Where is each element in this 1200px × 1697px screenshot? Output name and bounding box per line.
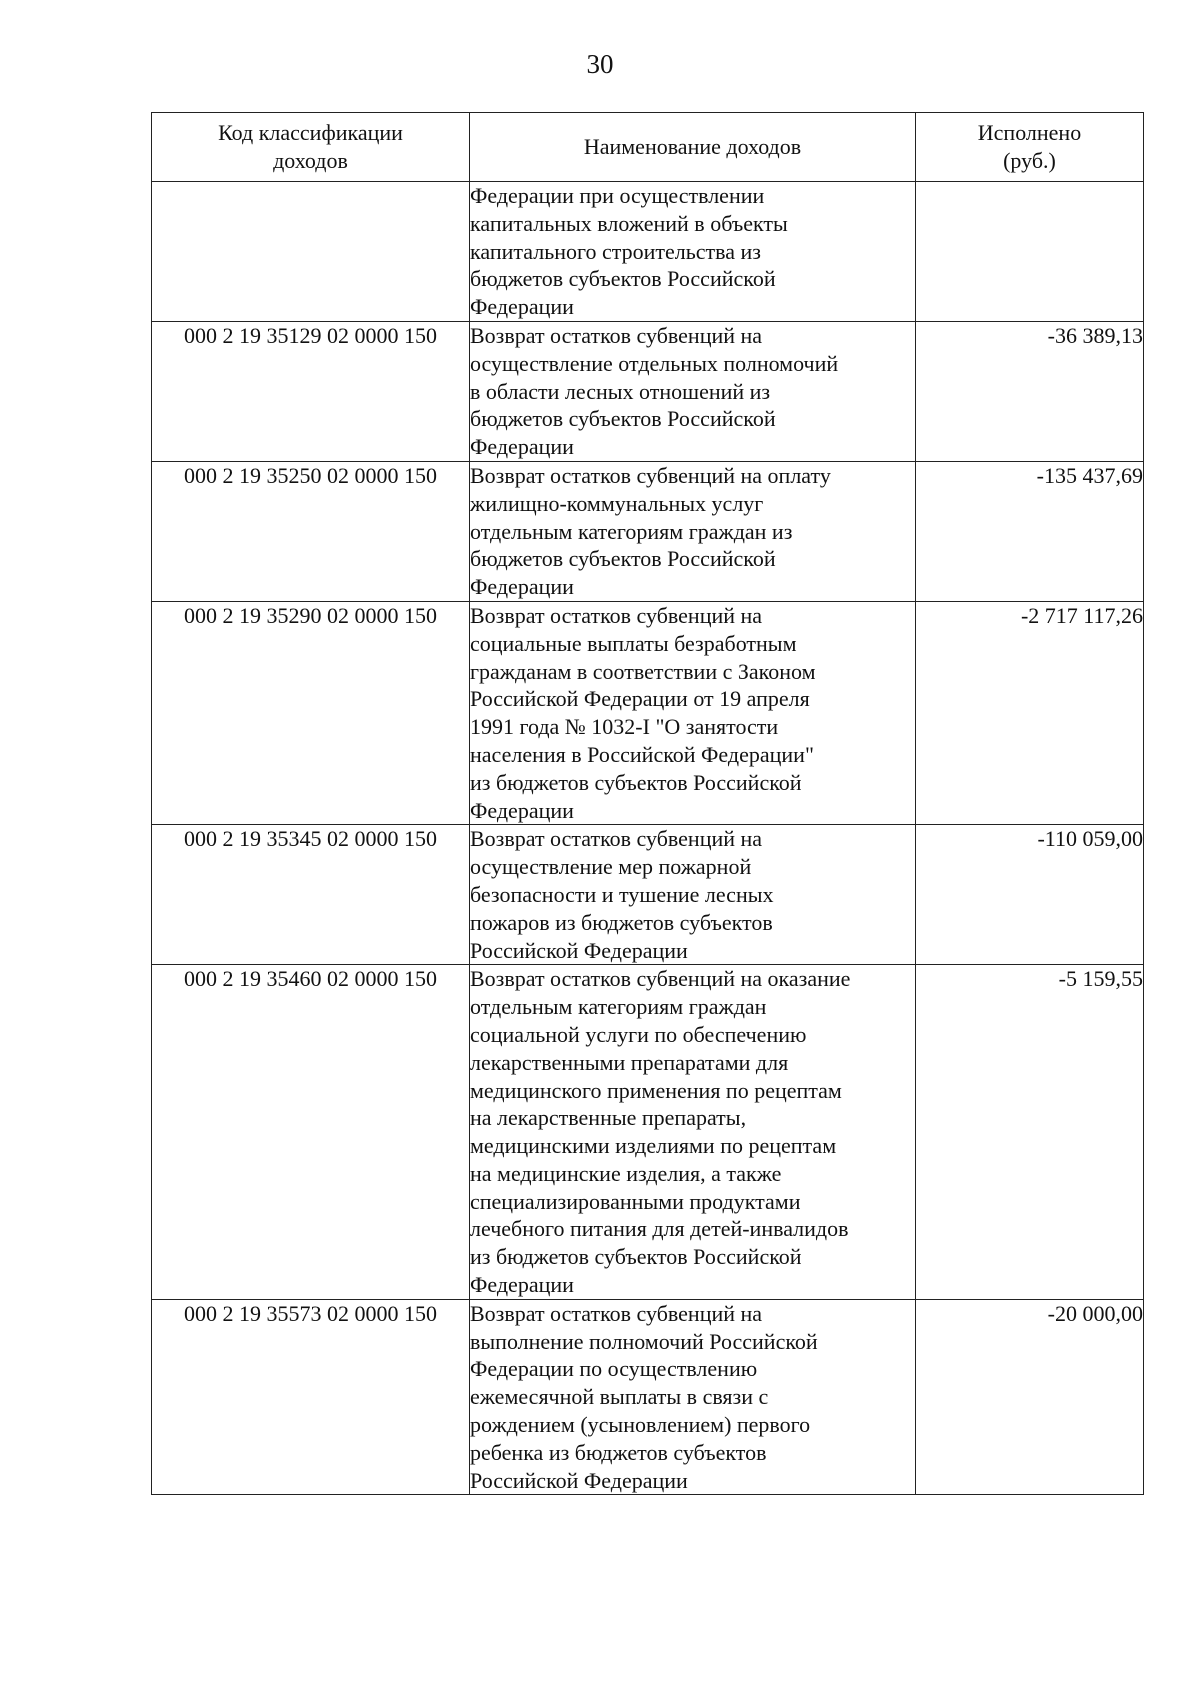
header-amount: Исполнено (руб.): [916, 113, 1144, 182]
table-header-row: [152, 113, 1144, 182]
income-name-line: выполнение полномочий Российской: [470, 1328, 818, 1354]
income-name-line: ежемесячной выплаты в связи с: [470, 1384, 769, 1410]
table-row: [152, 182, 1144, 322]
income-name-line: жилищно-коммунальных услуг: [470, 490, 764, 516]
cell-executed-amount: -20 000,00: [916, 1299, 1144, 1495]
cell-income-code: 000 2 19 35129 02 0000 150: [152, 321, 470, 461]
income-name-line: бюджетов субъектов Российской: [470, 406, 776, 432]
table-row: [152, 1299, 1144, 1495]
income-name-line: лечебного питания для детей-инвалидов: [470, 1216, 849, 1242]
income-name-line: Российской Федерации от 19 апреля: [470, 686, 810, 712]
income-name-line: медицинского применения по рецептам: [470, 1077, 842, 1103]
income-name-line: ребенка из бюджетов субъектов: [470, 1439, 767, 1465]
income-name-line: бюджетов субъектов Российской: [470, 546, 776, 572]
income-name-line: из бюджетов субъектов Российской: [470, 769, 802, 795]
income-name-line: пожаров из бюджетов субъектов: [470, 909, 773, 935]
header-code: Код классификации доходов: [152, 113, 470, 182]
table-row: [152, 965, 1144, 1300]
cell-income-name: [470, 825, 916, 965]
cell-executed-amount: -110 059,00: [916, 825, 1144, 965]
income-name-line: специализированными продуктами: [470, 1188, 801, 1214]
cell-income-name: [470, 321, 916, 461]
cell-income-code: 000 2 19 35290 02 0000 150: [152, 601, 470, 824]
income-name-line: 1991 года № 1032-I "О занятости: [470, 714, 779, 740]
cell-income-code: 000 2 19 35460 02 0000 150: [152, 965, 470, 1300]
cell-income-code: 000 2 19 35345 02 0000 150: [152, 825, 470, 965]
income-name-line: Российской Федерации: [470, 1467, 688, 1493]
income-name-line: Федерации по осуществлению: [470, 1356, 758, 1382]
income-name-line: отдельным категориям граждан: [470, 994, 767, 1020]
income-name-line: Федерации: [470, 294, 574, 320]
cell-income-name: [470, 601, 916, 824]
cell-executed-amount: -135 437,69: [916, 461, 1144, 601]
income-name-line: в области лесных отношений из: [470, 378, 771, 404]
income-name-line: социальные выплаты безработным: [470, 630, 797, 656]
income-name-line: Возврат остатков субвенций на: [470, 826, 763, 852]
cell-executed-amount: -5 159,55: [916, 965, 1144, 1300]
income-name-line: Федерации: [470, 797, 574, 823]
income-name-line: Возврат остатков субвенций на: [470, 602, 763, 628]
income-name-line: населения в Российской Федерации": [470, 741, 814, 767]
income-name-line: социальной услуги по обеспечению: [470, 1021, 807, 1047]
cell-executed-amount: [916, 182, 1144, 322]
income-name-line: Возврат остатков субвенций на оплату: [470, 462, 831, 488]
cell-income-code: 000 2 19 35250 02 0000 150: [152, 461, 470, 601]
table-body: [152, 182, 1144, 1495]
cell-executed-amount: -36 389,13: [916, 321, 1144, 461]
income-name-line: Федерации: [470, 1272, 574, 1298]
income-name-line: на лекарственные препараты,: [470, 1105, 747, 1131]
income-name-line: из бюджетов субъектов Российской: [470, 1244, 802, 1270]
income-name-line: безопасности и тушение лесных: [470, 881, 774, 907]
table-row: [152, 825, 1144, 965]
income-name-line: рождением (усыновлением) первого: [470, 1412, 811, 1438]
cell-income-name: [470, 182, 916, 322]
header-name: Наименование доходов: [470, 113, 916, 182]
table-row: [152, 461, 1144, 601]
income-table: [151, 112, 1144, 1495]
income-name-line: на медицинские изделия, а также: [470, 1160, 782, 1186]
income-name-line: Федерации: [470, 574, 574, 600]
income-name-line: капитального строительства из: [470, 238, 761, 264]
cell-income-name: [470, 965, 916, 1300]
income-name-line: Возврат остатков субвенций на оказание: [470, 966, 851, 992]
income-name-line: Российской Федерации: [470, 937, 688, 963]
cell-executed-amount: -2 717 117,26: [916, 601, 1144, 824]
income-name-line: Федерации при осуществлении: [470, 183, 765, 208]
page-number: 30: [586, 49, 614, 79]
income-name-line: Федерации: [470, 434, 574, 460]
cell-income-code: 000 2 19 35573 02 0000 150: [152, 1299, 470, 1495]
income-name-line: осуществление отдельных полномочий: [470, 350, 839, 376]
income-name-line: отдельным категориям граждан из: [470, 518, 793, 544]
income-name-line: Возврат остатков субвенций на: [470, 1300, 763, 1326]
income-name-line: лекарственными препаратами для: [470, 1049, 789, 1075]
income-name-line: бюджетов субъектов Российской: [470, 266, 776, 292]
income-name-line: капитальных вложений в объекты: [470, 210, 788, 236]
table-row: [152, 321, 1144, 461]
income-name-line: Возврат остатков субвенций на: [470, 322, 763, 348]
cell-income-name: [470, 1299, 916, 1495]
table-row: [152, 601, 1144, 824]
income-name-line: медицинскими изделиями по рецептам: [470, 1133, 837, 1159]
income-name-line: гражданам в соответствии с Законом: [470, 658, 816, 684]
cell-income-code: [152, 182, 470, 322]
income-name-line: осуществление мер пожарной: [470, 854, 752, 880]
cell-income-name: [470, 461, 916, 601]
